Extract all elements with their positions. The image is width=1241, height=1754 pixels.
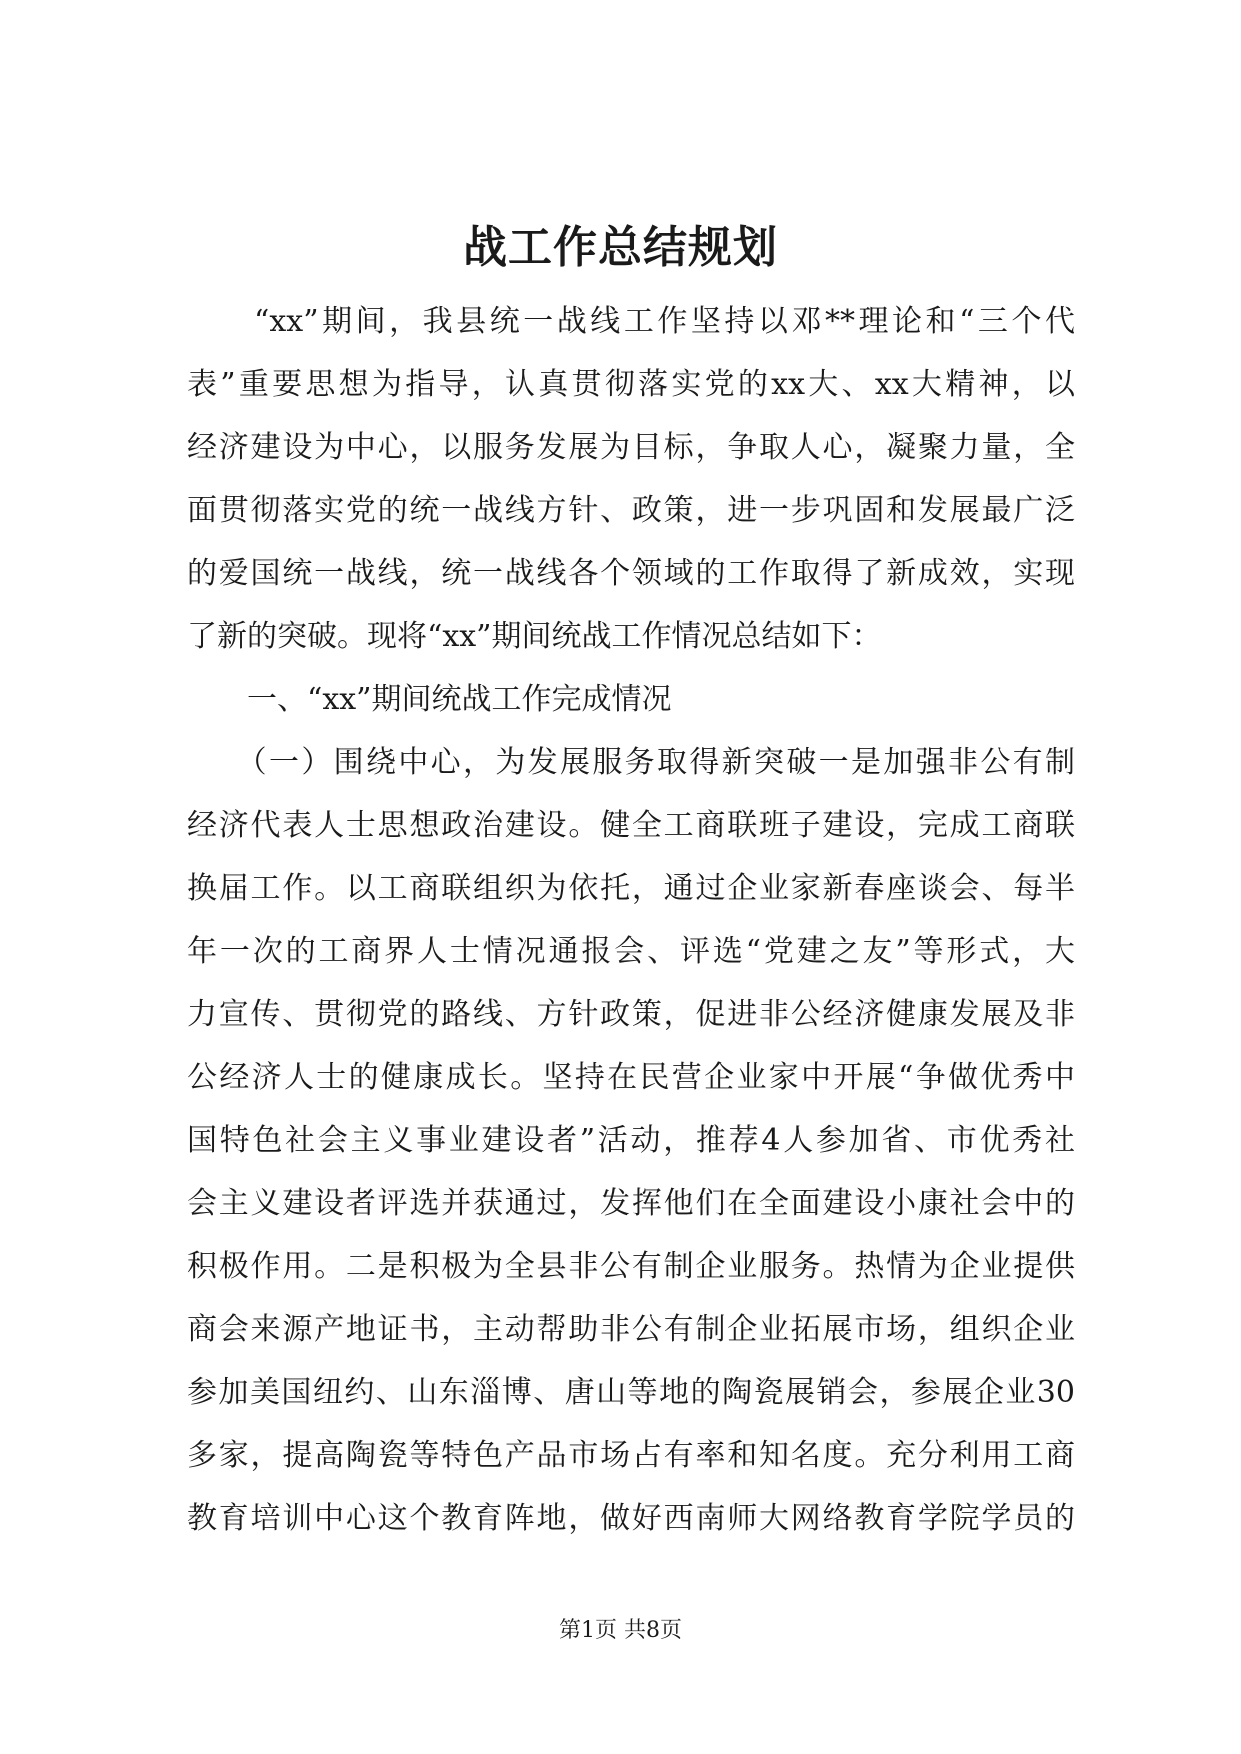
- body-line: 年一次的工商界人士情况通报会、评选“党建之友”等形式，大: [187, 934, 1075, 969]
- section-heading: 一、“xx”期间统战工作完成情况: [187, 682, 672, 717]
- body-line: 表”重要思想为指导，认真贯彻落实党的xx大、xx大精神，以: [187, 367, 1075, 402]
- body-line: 商会来源产地证书，主动帮助非公有制企业拓展市场，组织企业: [187, 1312, 1075, 1347]
- body-line: 公经济人士的健康成长。坚持在民营企业家中开展“争做优秀中: [187, 1060, 1075, 1095]
- body-line: 教育培训中心这个教育阵地，做好西南师大网络教育学院学员的: [187, 1501, 1075, 1536]
- body-line: 力宣传、贯彻党的路线、方针政策，促进非公经济健康发展及非: [187, 997, 1075, 1032]
- body-line: 经济代表人士思想政治建设。健全工商联班子建设，完成工商联: [187, 808, 1075, 843]
- document-body: [187, 290, 1075, 1550]
- body-line: 面贯彻落实党的统一战线方针、政策，进一步巩固和发展最广泛: [187, 493, 1075, 528]
- body-line: （一）围绕中心，为发展服务取得新突破一是加强非公有制: [187, 745, 1075, 780]
- body-line: 会主义建设者评选并获通过，发挥他们在全面建设小康社会中的: [187, 1186, 1075, 1221]
- page-number: 第1页 共8页: [559, 1618, 682, 1643]
- body-line: 换届工作。以工商联组织为依托，通过企业家新春座谈会、每半: [187, 871, 1075, 906]
- body-line: 参加美国纽约、山东淄博、唐山等地的陶瓷展销会，参展企业30: [187, 1375, 1075, 1410]
- document-title: 战工作总结规划: [463, 222, 778, 273]
- body-line: 多家，提高陶瓷等特色产品市场占有率和知名度。充分利用工商: [187, 1438, 1075, 1473]
- body-line: 经济建设为中心，以服务发展为目标，争取人心，凝聚力量，全: [187, 430, 1075, 465]
- body-line: 了新的突破。现将“xx”期间统战工作情况总结如下：: [187, 619, 882, 654]
- body-line: 的爱国统一战线，统一战线各个领域的工作取得了新成效，实现: [187, 556, 1075, 591]
- body-line: 积极作用。二是积极为全县非公有制企业服务。热情为企业提供: [187, 1249, 1075, 1284]
- body-line: “xx”期间，我县统一战线工作坚持以邓**理论和“三个代: [187, 304, 1075, 339]
- body-line: 国特色社会主义事业建设者”活动，推荐4人参加省、市优秀社: [187, 1123, 1075, 1158]
